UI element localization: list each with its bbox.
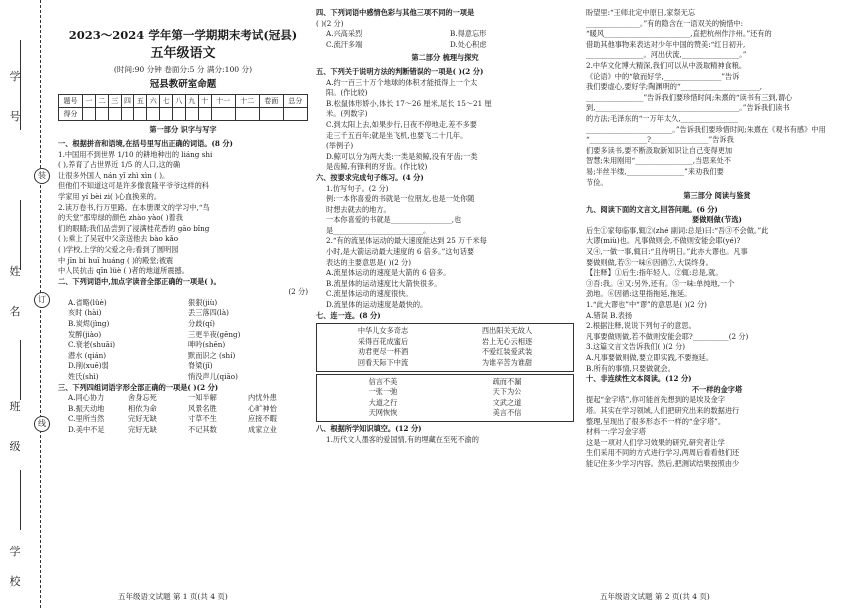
option-item: 西出阳关无故人 [481,326,533,336]
text-line: 材料一:学习金字塔 [586,427,646,437]
option-row [68,298,308,309]
margin-label: 学 [9,545,21,558]
text-line: “________________?________________”告诉我 [586,135,734,145]
option-item: 姓氏(shì) [68,372,99,382]
option-item: A.兴高采烈 [326,29,363,39]
text-line: 塔。其实在学习领域,人们把研究出来的数据进行 [586,405,740,415]
option-item: B.振天动地 [68,403,105,413]
text-line: 是齿鲸,有锋利的牙齿。(作比较) [326,162,428,172]
margin-label: 校 [9,575,21,588]
question-score: (2 分) [288,287,308,297]
option-row [326,40,574,51]
text-line: 劲地。⑥因循:这里指拖延,拖延。 [586,289,692,299]
text-line: 盼望里:“王师北定中原日,家祭无忘 [586,8,696,17]
score-cell[interactable] [108,108,121,121]
question-9-body [586,226,848,374]
text-line: 又④,一做一事,辄曰:“且待明日。”此亦大谬也。凡事 [586,247,748,257]
option-item: 回看天际下中流 [357,358,409,367]
option-row [321,347,569,358]
text-line: C.流星体运动的速度很快。 [326,289,413,299]
binding-margin [0,0,52,608]
option-row [68,308,308,319]
option-item: 呻吟(shēn) [188,340,226,350]
text-line: ________________。河出伏流,________________。” [586,50,747,60]
text-line: B.松鼠体形娇小,体长 17～26 厘米,尾长 15～21 厘 [326,98,492,108]
option-row [68,404,308,415]
text-line: ( ),养育了占世界近 1/5 的人口,这的确 [58,160,181,170]
text-line: 智慧;朱用刚用“________________,当思来处不 [586,156,731,166]
option-item: 中华儿女多奇志 [357,326,409,336]
option-item: 不爱红装爱武装 [481,347,533,357]
text-line: 们的眼睛;我们品尝到了浸满桂花香的 gāo bǐng [58,223,210,233]
question-title: 四、下列词语中感情色彩与其他三项不同的一项是 [316,8,475,17]
question-8-continued [586,8,848,188]
score-table [58,94,308,121]
text-line: 【注释】①后生:指年轻人。②辄:总是,就。 [586,268,723,278]
margin-underline [20,470,21,530]
option-row [68,414,308,425]
text-line: 到,________________________________________。”告诉我们读书 [586,103,790,113]
score-header-cell: 四 [121,95,134,108]
text-line: 生们采用不同的方式进行学习,两周后看看他们还 [586,448,740,458]
score-cell[interactable] [121,108,134,121]
score-cell[interactable] [173,108,186,121]
option-item: 一知半解 [188,393,217,403]
text-line: 的天堂”那卑绿的颜色 zhào yào( )着我 [58,213,183,223]
exam-author: 冠县教研室命题 [149,78,217,90]
margin-underline [20,340,21,400]
option-row [321,408,569,419]
score-cell[interactable] [134,108,147,121]
option-item: 分歧(qí) [188,319,215,329]
score-header-cell: 九 [185,95,198,108]
text-line: 1.中国用不到世界 1/10 的耕地种出的 liáng shi [58,149,213,159]
margin-label: 级 [9,440,21,453]
question-10-body [586,395,848,469]
text-line: 时想去就去的地方。 [326,204,391,214]
option-item: 狠狠(jiù) [188,297,218,307]
question-title: 三、下列四组词语字形全部正确的一项是( )(2 分) [58,382,219,392]
question-title: 一、根据拼音和语境,在括号里写出正确的词语。(8 分) [58,138,233,148]
option-item: C.里所当然 [68,414,105,424]
score-header-cell: 五 [134,95,147,108]
text-line: 们要多读书,要不断汲取新知识让自己变得更加 [586,145,733,155]
option-item: 发醉(jiào) [68,329,102,339]
option-item: 相依为命 [128,403,157,413]
text-line: A.流星体运动的速度是大箭的 6 倍多。 [326,268,451,278]
score-header-cell: 十一 [211,95,235,108]
text-line: B.所有的事情,只要做就会。 [586,363,675,373]
text-line: D.鲸可以分为两大类:一类是须鲸,没有牙齿;一类 [326,151,478,161]
text-line: ________________”告诉我们要珍惜时间;朱熹的“读书有三到,谓心 [586,92,793,102]
option-item: 文武之道 [492,397,522,407]
text-line: ③吾:我。④又:另外,还有。⑤一味:单纯地,一个 [586,278,735,288]
text-line: 一本你喜爱的书就是_________________,也 [326,215,462,225]
score-header-row [59,95,308,108]
option-row [68,372,308,383]
text-line: 提起“金字塔”,你可能首先想到的是埃及金字 [586,395,726,405]
article-title: 要做则做(节选) [692,215,742,225]
option-item: 悄没声儿(qiāo) [188,372,238,382]
score-header-cell: 十 [198,95,211,108]
exam-subtitle: 五年级语文 [150,45,216,61]
option-row [68,393,308,404]
option-item: 大道之行 [368,397,398,407]
option-row [68,351,308,362]
article-title: 不一样的金字塔 [691,384,743,394]
text-line: 中 jīn bì huī huáng ( )的殿堂;被震 [58,255,174,265]
option-item: 完好无缺 [128,425,157,434]
text-line: 走三千五百年;就是坐飞机,也要飞二十几年。 [326,130,468,140]
text-line: 能记住多少学习内容。然后,把测试结果按照由少 [586,458,740,468]
option-item: 一张一弛 [368,387,398,397]
score-cell[interactable] [283,108,307,121]
score-header-cell: 卷面 [259,95,283,108]
score-cell[interactable] [235,108,259,121]
text-line: B.流星体的运动速度比大箭快很多。 [326,278,442,288]
text-line: 1.“此大谬也”中“谬”的意思是( )(2 分) [586,300,707,310]
text-line: 让很多外国人 nán yǐ zhì xìn ( )。 [58,170,170,180]
text-line: 2.读万卷书,行万里路。在本册课文的学习中,“鸟 [58,202,210,212]
option-item: 丢三落四(là) [188,308,229,318]
option-item: 完好无缺 [128,414,157,424]
text-line: 节俭。 [586,177,608,187]
option-item: 不记其数 [188,425,217,434]
text-line: 我们要虚心,要好学;陶渊明的“______________________, [586,82,762,92]
question-blank: ( )(2 分) [316,18,344,28]
text-line: 1.历代文人墨客的爱国情,有的埋藏在至死不渝的 [326,434,479,444]
option-row [68,340,308,351]
text-line: D.流星体的运动速度是最快的。 [326,300,428,310]
question-title: 十、非连续性文本阅读。(12 分) [586,374,692,384]
question-2-options [58,298,308,383]
option-item: D.处心积虑 [450,39,487,49]
score-header-cell: 总分 [283,95,307,108]
option-item: C.流汗多端 [326,39,363,49]
text-line: ________________________。”告诉我们要珍惜时间;朱熹在《观书有感》中用 [586,124,826,134]
question-8-body [316,435,574,446]
question-5-body [316,78,574,173]
text-line: 要做则做,若⑤一味⑥因循⑦,大误终身。 [586,257,713,267]
option-row [321,377,569,388]
score-cell[interactable] [160,108,173,121]
text-line: _______________。”有的隐含在一语双关的惋惜中: [586,18,744,28]
score-cell[interactable] [83,108,96,121]
text-line: ( )学校,上学的父爱之舟;看到了圆明园 [58,244,179,254]
text-line: “暖风________________________,直把杭州作汴州。”还有的 [586,29,772,39]
binding-mark: 装 [34,168,50,184]
binding-mark: 订 [34,292,50,308]
option-item: B.炭烬(jìng) [68,319,110,329]
text-line: 表达的主要意思是( )(2 分) [326,257,412,267]
text-line: 3.这篇文言文告诉我们( )(2 分) [586,342,686,352]
text-line: 是_________________________。 [326,225,431,235]
text-line: 后生①家每临事,辄②(zhé 副词:总是)曰:“吾③不会做。”此 [586,225,769,235]
score-header-cell: 十二 [235,95,259,108]
option-row [68,425,308,436]
option-item: 三更半夜(gēng) [188,329,241,339]
text-line: 学家用 yí bèi zi( )心血换来的。 [58,191,162,201]
option-item: 美言不信 [492,408,522,418]
exam-title: 2023～2024 学年第一学期期末考试(冠县) [68,28,298,42]
option-item: 心旷神怡 [248,403,277,413]
score-header-cell: 三 [108,95,121,108]
text-line: 大谬(miù)也。凡事做则会,不做则安能会耶(yé)? [586,236,741,246]
page-footer: 五年级语文试题 第 2 页(共 4 页) [600,592,710,601]
score-header-cell: 一 [83,95,96,108]
matching-box-sayings [316,374,574,422]
margin-label: 号 [9,110,21,123]
option-item: D.削(xuē)弱 [68,361,109,371]
option-item: 为谁辛苦为谁甜 [481,358,533,367]
question-title: 七、连一连。(8 分) [316,310,381,320]
column-1 [58,8,308,436]
option-item: 采得百花成蜜后 [357,336,409,346]
column-2 [316,8,574,445]
part-heading: 第二部分 梳理与探究 [411,53,479,63]
text-line: 但他们不知道这可是许多像袁隆平爷爷这样的科 [58,181,209,191]
text-line: A.错误 B.表扬 [586,310,633,320]
text-line: 阳。(作比较) [326,88,368,98]
text-line: 2.“有的流星体运动的最大速度能达到 25 万千米每 [326,236,487,246]
margin-underline [20,200,21,270]
score-cell[interactable] [185,108,198,121]
text-line: 2.根据注释,说说下列句子的意思。 [586,321,696,331]
question-6-body [316,184,574,311]
text-line: 借助其他事物来表达对少年中国的赞美:“红日初升, [586,39,746,49]
text-line: 米。(列数字) [326,109,368,119]
text-line: 1.仿写句子。(2 分) [326,183,389,193]
option-item: 成家立业 [248,425,277,434]
part-heading: 第一部分 识字与写字 [149,125,217,135]
part-heading: 第三部分 阅读与鉴赏 [683,191,751,201]
exam-info: (时间:90 分钟 卷面分:5 分 满分:100 分) [113,65,253,75]
score-cell[interactable] [95,108,108,121]
score-cell[interactable] [147,108,160,121]
text-line: 例:一本你喜爱的书就是一位朋友,也是一处你随 [326,194,475,204]
text-line: 整理,呈现出了很多形态不一样的“金字塔”。 [586,416,726,426]
text-line: 《论语》中的“敏而好学,________________”告诉 [586,71,740,81]
margin-label: 班 [9,400,21,413]
option-item: A.省略(lüè) [68,297,107,307]
option-item: 天网恢恢 [368,408,398,418]
column-3 [586,8,848,470]
margin-label: 学 [9,70,21,83]
question-title: 五、下列关于说明方法的判断错误的一项是( )(2 分) [316,66,484,76]
text-line: 的方法;毛泽东的“一万年太久,________________ [586,113,739,123]
option-item: 寸草不生 [188,414,217,424]
option-item: 默而识之 (shí) [188,350,236,360]
score-header-cell: 题号 [59,95,83,108]
binding-mark: 线 [34,416,50,432]
question-title: 八、根据所学知识填空。(12 分) [316,423,422,433]
question-4-options [316,29,574,50]
option-item: 应接不暇 [248,414,277,424]
option-item: 舍身忘死 [128,393,157,403]
text-line: 中人民抗击 qīn lüè ( )者的地道所震撼。 [58,266,189,276]
option-item: 亥时 (hài) [68,308,102,318]
score-row-label: 得分 [59,108,83,121]
score-header-cell: 二 [95,95,108,108]
option-row [321,387,569,398]
option-item: C.衰老(shuāi) [68,340,116,350]
text-line: (举例子) [326,141,354,151]
option-item: 潜水 (qián) [68,350,107,360]
margin-label: 姓 [9,265,21,278]
score-header-cell: 六 [147,95,160,108]
option-row [68,361,308,372]
score-header-cell: 八 [173,95,186,108]
option-item: 天下为公 [492,387,522,397]
option-item: 风景名胜 [188,403,217,413]
text-line: A.凡事要做则做,要立即实践,不要拖延。 [586,353,714,362]
option-row [321,326,569,337]
option-item: 脊梁(jǐ) [188,361,213,371]
question-title: 二、下列词语中,加点字读音全部正确的一项是( )。 [58,276,221,286]
option-item: A.同心协力 [68,393,105,403]
option-item: 岩上无心云相逐 [481,336,533,346]
text-line: 这是一项对人们学习效果的研究,研究者让学 [586,437,725,447]
score-cell[interactable] [259,108,283,121]
option-item: 劝君更尽一杯酒 [357,347,409,357]
question-3-options [58,393,308,435]
question-1-body [58,150,308,277]
option-item: 内忧外患 [248,393,277,403]
option-row [68,330,308,341]
option-item: 信言不美 [368,376,398,386]
text-line: 凡事要做则做,若不做则安能会耶?__________(2 分) [586,331,749,341]
text-line: ( );乘上了吴冠中父亲送他去 bào kǎo [58,234,179,244]
option-row [321,398,569,409]
text-line: 易;半丝半缕,________________”来劝我们要 [586,166,724,176]
option-item: D.美中不足 [68,425,105,434]
score-cell[interactable] [198,108,211,121]
score-cell[interactable] [211,108,235,121]
text-line: 2.中华文化博大精深,我们可以从中汲取精神食粮。 [586,60,747,70]
option-row [321,337,569,348]
text-line: A.约一百三十万个地球的体积才能抵得上一个太 [326,77,478,87]
question-title: 六、按要求完成句子练习。(4 分) [316,172,424,182]
option-row [321,358,569,369]
option-item: B.得意忘形 [450,29,487,39]
option-row [326,29,574,40]
score-header-cell: 七 [160,95,173,108]
question-title: 九、阅读下面的文言文,回答问题。(6 分) [586,204,718,214]
score-value-row [59,108,308,121]
text-line: 小时,是大箭运动最大速度的 6 倍多。”这句话要 [326,247,475,257]
matching-box-poems [316,323,574,371]
page-footer: 五年级语文试题 第 1 页(共 4 页) [118,592,228,601]
margin-label: 名 [9,305,21,318]
option-item: 疏而不漏 [492,376,522,386]
option-row [68,319,308,330]
text-line: C.到太阳上去,如果步行,日夜不停地走,差不多要 [326,119,477,129]
